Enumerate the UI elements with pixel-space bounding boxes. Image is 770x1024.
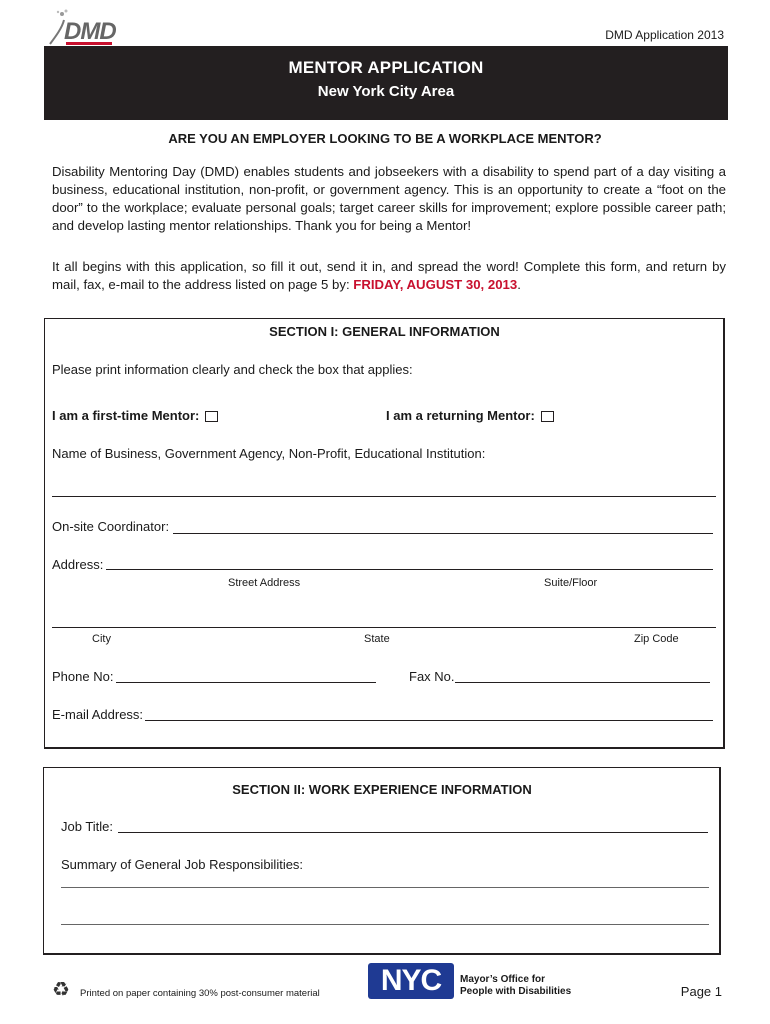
first-time-mentor-option <box>52 408 218 423</box>
summary-field-line-1[interactable] <box>61 887 709 888</box>
printed-note: Printed on paper containing 30% post-consumer material <box>80 988 320 999</box>
fax-label: Fax No. <box>409 669 455 684</box>
returning-checkbox[interactable] <box>541 411 554 422</box>
street-caption: Street Address <box>228 577 301 589</box>
page-number: Page 1 <box>680 984 722 999</box>
office-line-1: Mayor’s Office for <box>460 974 546 985</box>
fax-field[interactable] <box>455 682 710 683</box>
city-state-zip-field[interactable] <box>52 627 716 628</box>
business-field[interactable] <box>52 496 716 497</box>
page-title: MENTOR APPLICATION <box>288 58 484 77</box>
phone-field[interactable] <box>116 682 376 683</box>
coordinator-label: On-site Coordinator: <box>52 519 170 534</box>
section2-title: SECTION II: WORK EXPERIENCE INFORMATION <box>232 782 532 797</box>
recycle-icon: ♻ <box>52 979 70 1001</box>
summary-label: Summary of General Job Responsibilities: <box>61 857 304 872</box>
returning-label: I am a returning Mentor: <box>386 408 535 423</box>
page-subtitle: New York City Area <box>317 83 455 100</box>
suite-caption: Suite/Floor <box>544 577 598 589</box>
job-title-field[interactable] <box>118 832 708 833</box>
zip-caption: Zip Code <box>634 633 679 645</box>
address-label: Address: <box>52 557 104 572</box>
cta-text: It all begins with this application, so fill it out, send it in, and spread the word! Complete this form, and return by mail, fax, e-mail to the address listed on page 5 by: <box>52 259 726 292</box>
first-time-label: I am a first-time Mentor: <box>52 408 200 423</box>
email-label: E-mail Address: <box>52 707 144 722</box>
nyc-logo: NYC <box>368 963 454 999</box>
office-name <box>460 974 571 998</box>
title-banner <box>44 46 728 120</box>
phone-label: Phone No: <box>52 669 114 684</box>
job-title-label: Job Title: <box>61 819 114 834</box>
deadline-date: FRIDAY, AUGUST 30, 2013 <box>353 277 518 292</box>
document-label: DMD Application 2013 <box>605 28 724 42</box>
logo-text: DMD <box>64 18 116 45</box>
intro-paragraph: Disability Mentoring Day (DMD) enables students and jobseekers with a disability to spend part of a day visiting a business, educational institution, non-profit, or government agency. This is an opportunity to create a “foot on the door” to the workplace; evaluate personal goals; target career skills for improvement; explore possible career path; and develop lasting mentor relationships. Thank you for being a Mentor! <box>52 164 726 233</box>
street-address-field[interactable] <box>106 569 713 570</box>
dmd-logo <box>44 8 116 50</box>
email-field[interactable] <box>145 720 713 721</box>
coordinator-field[interactable] <box>173 533 713 534</box>
summary-field-line-2[interactable] <box>61 924 709 925</box>
cta-suffix: . <box>517 277 521 292</box>
state-caption: State <box>364 633 390 645</box>
city-caption: City <box>92 633 111 645</box>
office-line-2: People with Disabilities <box>460 986 572 997</box>
first-time-checkbox[interactable] <box>205 411 218 422</box>
section1-instructions: Please print information clearly and check the box that applies: <box>52 362 413 377</box>
business-label: Name of Business, Government Agency, Non-Profit, Educational Institution: <box>52 446 486 461</box>
returning-mentor-option <box>386 408 554 423</box>
section1-title: SECTION I: GENERAL INFORMATION <box>269 324 500 339</box>
lead-question: ARE YOU AN EMPLOYER LOOKING TO BE A WORKPLACE MENTOR? <box>168 131 602 146</box>
cta-paragraph <box>52 258 726 294</box>
